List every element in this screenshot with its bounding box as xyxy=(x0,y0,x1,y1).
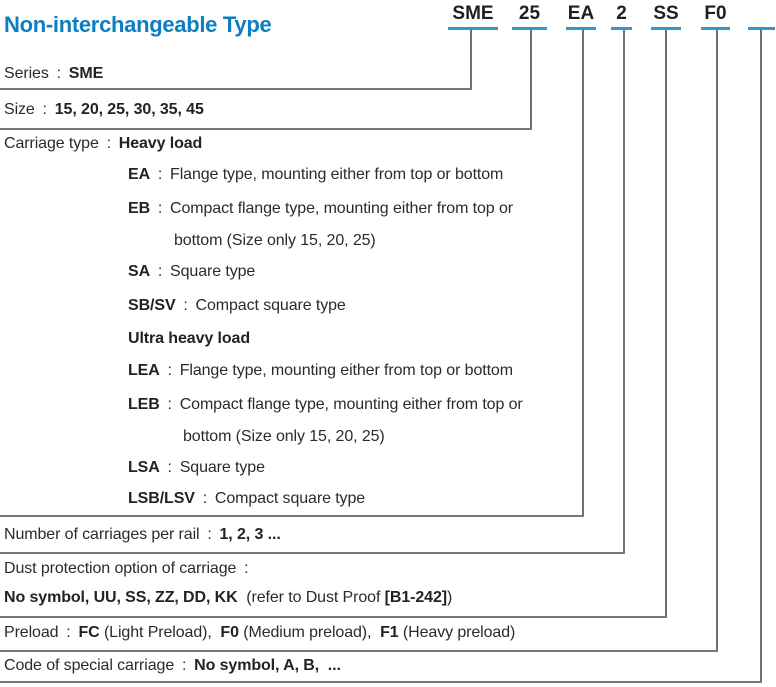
code-segment-special-carriage xyxy=(738,2,776,26)
row-series: Series : SME xyxy=(4,65,104,82)
connector-line-carriages xyxy=(623,30,625,552)
rule-size xyxy=(0,128,532,130)
row-carriage-lea: LEA : Flange type, mounting either from top or bottom xyxy=(128,362,513,379)
code-segment-size: 25 xyxy=(518,3,541,24)
rule-preload xyxy=(0,650,718,652)
rule-series xyxy=(0,88,472,90)
row-carriage-ea: EA : Flange type, mounting either from top or bottom xyxy=(128,166,504,183)
code-segment-carriages: 2 xyxy=(616,3,627,24)
connector-line-preload xyxy=(716,30,718,650)
rule-dust-protection xyxy=(0,616,667,618)
connector-line-dust-protection xyxy=(665,30,667,616)
row-size: Size : 15, 20, 25, 30, 35, 45 xyxy=(4,101,204,118)
code-segment-preload: F0 xyxy=(704,3,727,24)
row-carriage-lsblsv: LSB/LSV : Compact square type xyxy=(128,490,366,507)
connector-line-carriage-type xyxy=(582,30,584,515)
row-carriage-type: Carriage type : Heavy load xyxy=(4,135,203,152)
row-carriage-lsa: LSA : Square type xyxy=(128,459,265,476)
code-segment-series: SME xyxy=(452,3,494,24)
row-dust-protection-codes: No symbol, UU, SS, ZZ, DD, KK (refer to Dust Proof [B1-242]) xyxy=(4,589,453,606)
rule-special-carriage xyxy=(0,681,762,683)
code-segment-dust-protection: SS xyxy=(653,3,679,24)
rule-carriages xyxy=(0,552,625,554)
connector-line-series xyxy=(470,30,472,88)
row-carriage-leb: LEB : Compact flange type, mounting either from top or xyxy=(128,396,523,413)
page-title: Non-interchangeable Type xyxy=(4,12,272,37)
row-carriage-leb-continued: bottom (Size only 15, 20, 25) xyxy=(183,428,385,445)
row-carriages-per-rail: Number of carriages per rail : 1, 2, 3 ... xyxy=(4,526,281,543)
row-carriage-sbsv: SB/SV : Compact square type xyxy=(128,297,346,314)
row-dust-protection: Dust protection option of carriage : xyxy=(4,560,249,577)
code-segment-carriage-type: EA xyxy=(567,3,595,24)
row-ultra-heavy-load: Ultra heavy load xyxy=(128,330,251,347)
row-carriage-sa: SA : Square type xyxy=(128,263,256,280)
connector-line-size xyxy=(530,30,532,128)
row-carriage-eb-continued: bottom (Size only 15, 20, 25) xyxy=(174,232,376,249)
row-carriage-eb: EB : Compact flange type, mounting either from top or xyxy=(128,200,513,217)
code-underline-series xyxy=(448,27,498,30)
row-special-carriage: Code of special carriage : No symbol, A, B, ... xyxy=(4,657,341,674)
row-preload: Preload : FC (Light Preload), F0 (Medium preload), F1 (Heavy preload) xyxy=(4,624,516,641)
code-underline-carriage-type xyxy=(566,27,596,30)
connector-line-special-carriage xyxy=(760,30,762,681)
rule-carriage-type xyxy=(0,515,584,517)
code-underline-carriages xyxy=(611,27,632,30)
